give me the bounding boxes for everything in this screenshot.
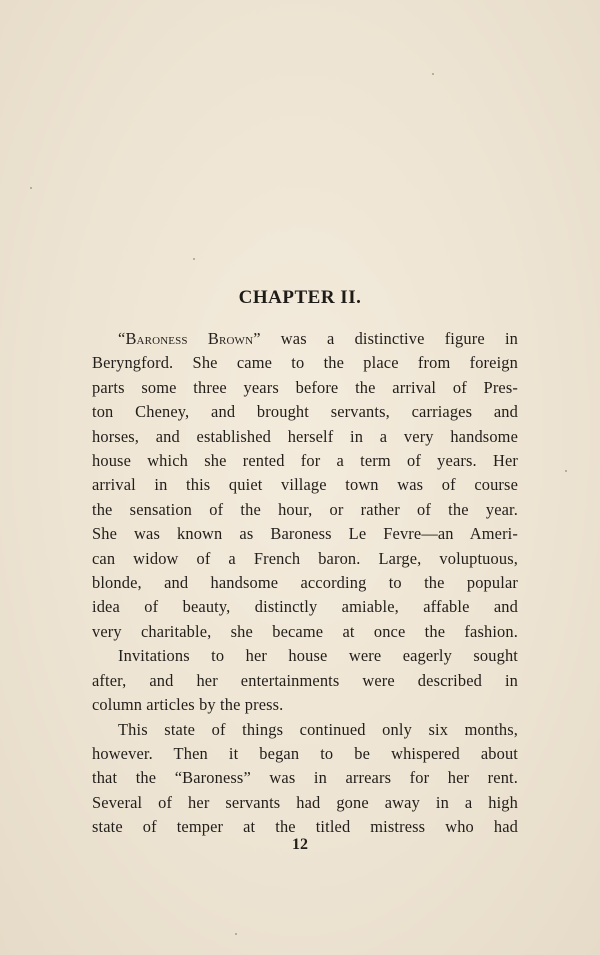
text-line: Invitations to her house were eagerly sought bbox=[118, 646, 518, 666]
text-line: idea of beauty, distinctly amiable, affable and bbox=[92, 597, 518, 617]
text-line: state of temper at the titled mistress who had bbox=[92, 817, 518, 837]
text-line: horses, and established herself in a very handsome bbox=[92, 426, 518, 446]
paper-speck bbox=[193, 258, 195, 260]
paragraph bbox=[92, 718, 518, 840]
text-line: can widow of a French baron. Large, voluptuous, bbox=[92, 548, 518, 568]
text-line: blonde, and handsome according to the popular bbox=[92, 573, 518, 593]
text-line: arrival in this quiet village town was of course bbox=[92, 475, 518, 495]
text-line: column articles by the press. bbox=[92, 695, 284, 715]
text-line: ton Cheney, and brought servants, carriages and bbox=[92, 402, 518, 422]
text-line: the sensation of the hour, or rather of the year. bbox=[92, 499, 518, 519]
text-line: “Baroness Brown” was a distinctive figure in bbox=[118, 329, 518, 348]
text-line: Beryngford. She came to the place from foreign bbox=[92, 353, 518, 373]
text-line: This state of things continued only six months, bbox=[118, 719, 518, 739]
small-caps-name: Baroness Brown bbox=[125, 329, 254, 348]
body-text bbox=[92, 327, 518, 840]
text-line: house which she rented for a term of years. Her bbox=[92, 451, 518, 471]
paper-speck bbox=[565, 470, 567, 472]
text-line: however. Then it began to be whispered about bbox=[92, 743, 518, 763]
chapter-title: CHAPTER II. bbox=[238, 287, 362, 308]
paper-speck bbox=[235, 933, 237, 935]
page-number: 12 bbox=[292, 836, 308, 853]
text-line: Several of her servants had gone away in a high bbox=[92, 792, 518, 812]
paper-speck bbox=[30, 187, 32, 189]
text-line: very charitable, she became at once the fashion. bbox=[92, 621, 518, 641]
text-line: that the “Baroness” was in arrears for her rent. bbox=[92, 768, 518, 788]
paper-speck bbox=[432, 73, 434, 75]
text-line: She was known as Baroness Le Fevre—an Ameri- bbox=[92, 524, 518, 544]
paragraph bbox=[92, 644, 518, 717]
text-line: parts some three years before the arrival of Pres- bbox=[92, 377, 518, 397]
paragraph bbox=[92, 327, 518, 644]
text-line: after, and her entertainments were described in bbox=[92, 670, 518, 690]
